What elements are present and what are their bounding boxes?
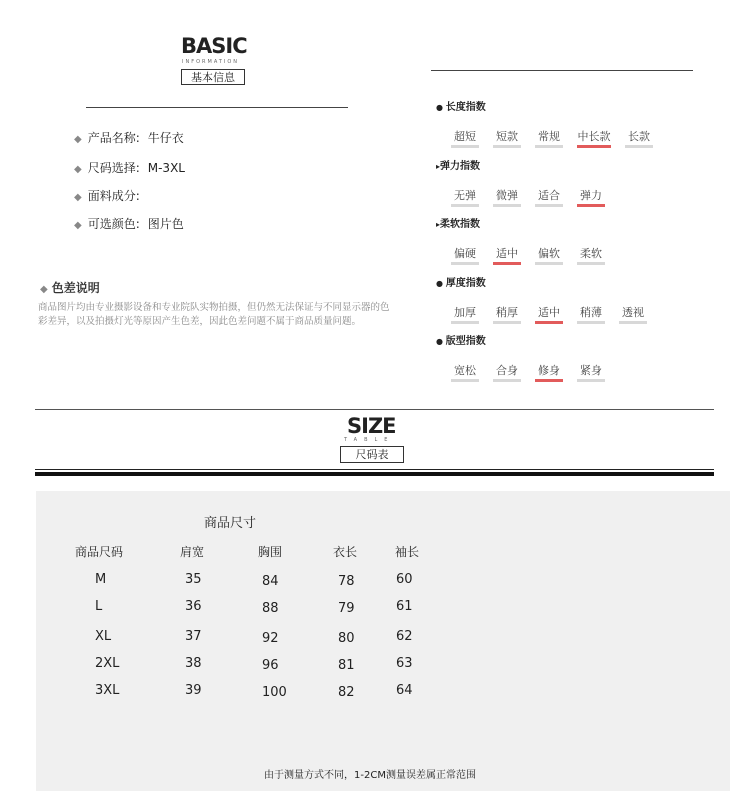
index-option-label: 长款: [628, 130, 650, 143]
size-label: 尺码表: [340, 446, 404, 463]
info-label: 尺码选择:: [87, 161, 140, 175]
index-title: [436, 98, 486, 113]
index-title: [436, 157, 480, 172]
bullet-icon: ▸: [436, 220, 441, 229]
selected-underline: [577, 145, 611, 148]
bullet-icon: ●: [436, 337, 446, 346]
index-option-label: 适中: [538, 306, 560, 319]
index-option: [625, 128, 653, 148]
basic-subtitle: INFORMATION: [182, 59, 240, 65]
index-title-text: 弹力指数: [440, 161, 481, 172]
info-label: 面料成分:: [87, 189, 140, 203]
info-value: 牛仔衣: [147, 131, 184, 145]
divider: [35, 469, 714, 470]
table-cell: M: [95, 572, 107, 587]
selected-underline: [577, 204, 605, 207]
index-option: [493, 362, 521, 382]
table-cell: 62: [396, 629, 413, 644]
index-option-label: 适中: [496, 247, 518, 260]
option-underline: [619, 321, 647, 324]
option-underline: [577, 321, 605, 324]
color-diff-title: [40, 279, 100, 296]
table-cell: 88: [262, 601, 279, 616]
index-option: [577, 187, 605, 207]
info-row: [74, 215, 184, 232]
index-option: [577, 304, 605, 324]
index-option: [535, 362, 563, 382]
table-cell: 92: [262, 631, 279, 646]
table-header: 袖长: [395, 545, 420, 559]
color-diff-text: 商品图片均由专业摄影设备和专业院队实物拍摄，但仍然无法保证与不同显示器的色彩差异，以及拍摄灯光等原因产生色差，因此色差问题不属于商品质量问题。: [38, 302, 390, 327]
table-cell: 61: [396, 599, 413, 614]
table-cell: 100: [262, 685, 287, 700]
table-cell: XL: [95, 629, 112, 644]
index-option: [451, 304, 479, 324]
table-cell: 37: [185, 629, 202, 644]
bullet-icon: ●: [436, 279, 446, 288]
table-cell: 84: [262, 574, 279, 589]
info-label: 产品名称:: [87, 131, 140, 145]
option-underline: [451, 204, 479, 207]
table-cell: 60: [396, 572, 413, 587]
table-header: 衣长: [333, 545, 358, 559]
divider: [35, 409, 714, 410]
info-label: 可选颜色:: [87, 217, 140, 231]
index-option-label: 微弹: [496, 189, 518, 202]
table-cell: 39: [185, 683, 202, 698]
option-underline: [535, 262, 563, 265]
table-cell: 2XL: [95, 656, 120, 671]
option-underline: [493, 145, 521, 148]
table-header: 胸围: [258, 545, 283, 559]
index-option: [535, 304, 563, 324]
table-header: 商品尺码: [75, 545, 124, 559]
table-cell: 81: [338, 658, 355, 673]
color-diff-heading: 色差说明: [51, 281, 100, 295]
index-option: [535, 245, 563, 265]
index-option-label: 无弹: [454, 189, 476, 202]
selected-underline: [493, 262, 521, 265]
index-option-label: 常规: [538, 130, 560, 143]
basic-title: BASIC: [181, 34, 247, 58]
divider: [35, 472, 714, 476]
table-cell: 35: [185, 572, 202, 587]
option-underline: [451, 321, 479, 324]
diamond-icon: ◆: [40, 284, 48, 295]
selected-underline: [535, 321, 563, 324]
table-cell: 80: [338, 631, 355, 646]
index-option-label: 加厚: [454, 306, 476, 319]
info-row: [74, 159, 185, 176]
info-row: [74, 187, 148, 204]
index-option-label: 短款: [496, 130, 518, 143]
option-underline: [577, 262, 605, 265]
index-option-label: 柔软: [580, 247, 602, 260]
divider: [86, 107, 348, 108]
diamond-icon: ◆: [74, 134, 82, 145]
index-option-label: 适合: [538, 189, 560, 202]
option-underline: [493, 321, 521, 324]
index-option-label: 超短: [454, 130, 476, 143]
table-cell: L: [95, 599, 103, 614]
divider: [431, 70, 693, 71]
option-underline: [535, 204, 563, 207]
index-title: [436, 215, 480, 230]
table-cell: 3XL: [95, 683, 120, 698]
size-table-panel: [36, 491, 730, 791]
index-option-label: 透视: [622, 306, 644, 319]
size-title: SIZE: [347, 414, 396, 438]
index-option: [535, 187, 563, 207]
index-title-text: 厚度指数: [445, 278, 486, 289]
bullet-icon: ●: [436, 103, 446, 112]
table-cell: 79: [338, 601, 355, 616]
option-underline: [451, 262, 479, 265]
table-cell: 78: [338, 574, 355, 589]
index-option: [535, 128, 563, 148]
option-underline: [535, 145, 563, 148]
index-option: [619, 304, 647, 324]
index-title: [436, 274, 486, 289]
diamond-icon: ◆: [74, 192, 82, 203]
bullet-icon: ▸: [436, 162, 441, 171]
index-option-label: 偏软: [538, 247, 560, 260]
index-option-label: 稍厚: [496, 306, 518, 319]
option-underline: [493, 204, 521, 207]
index-option-label: 中长款: [577, 130, 611, 143]
index-option: [451, 128, 479, 148]
index-option-label: 修身: [538, 364, 560, 377]
index-option: [493, 187, 521, 207]
index-title: [436, 332, 486, 347]
table-cell: 96: [262, 658, 279, 673]
index-option-label: 紧身: [580, 364, 602, 377]
diamond-icon: ◆: [74, 220, 82, 231]
index-option: [493, 128, 521, 148]
option-underline: [451, 379, 479, 382]
info-row: [74, 129, 184, 146]
table-cell: 36: [185, 599, 202, 614]
info-value: M-3XL: [147, 161, 185, 175]
option-underline: [493, 379, 521, 382]
table-cell: 63: [396, 656, 413, 671]
info-value: 图片色: [147, 217, 184, 231]
index-option: [577, 128, 611, 148]
option-underline: [577, 379, 605, 382]
index-option: [577, 362, 605, 382]
index-option: [451, 362, 479, 382]
index-option-label: 合身: [496, 364, 518, 377]
index-option-label: 宽松: [454, 364, 476, 377]
table-cell: 82: [338, 685, 355, 700]
index-title-text: 长度指数: [445, 102, 486, 113]
table-cell: 38: [185, 656, 202, 671]
index-title-text: 柔软指数: [440, 219, 481, 230]
size-table-title: 商品尺寸: [204, 516, 257, 531]
table-cell: 64: [396, 683, 413, 698]
index-title-text: 版型指数: [445, 336, 486, 347]
basic-label: 基本信息: [181, 69, 245, 85]
index-option-label: 偏硬: [454, 247, 476, 260]
diamond-icon: ◆: [74, 164, 82, 175]
index-option-label: 稍薄: [580, 306, 602, 319]
index-option: [493, 245, 521, 265]
option-underline: [451, 145, 479, 148]
size-subtitle: TABLE: [344, 437, 395, 443]
index-option: [493, 304, 521, 324]
selected-underline: [535, 379, 563, 382]
index-option: [451, 187, 479, 207]
option-underline: [625, 145, 653, 148]
index-option: [577, 245, 605, 265]
index-option: [451, 245, 479, 265]
index-option-label: 弹力: [580, 189, 602, 202]
measurement-note: 由于测量方式不同，1-2CM测量误差属正常范围: [264, 770, 476, 781]
table-header: 肩宽: [180, 545, 205, 559]
